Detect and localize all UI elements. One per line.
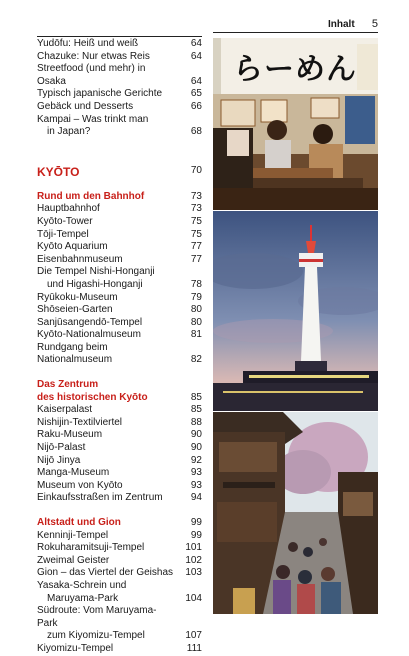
toc-subheading [37, 191, 202, 204]
toc-page-number: 64 [190, 50, 202, 62]
toc-entry-title: Typisch japanische Gerichte [37, 88, 163, 100]
toc-entry-title: Tōji-Tempel [37, 228, 89, 240]
toc-entry [37, 292, 202, 305]
toc-entry-title: Shōseien-Garten [37, 304, 113, 316]
table-of-contents [37, 36, 202, 656]
toc-subheading [37, 517, 202, 530]
toc-entry-title-continued: in Japan? [47, 126, 91, 138]
toc-entry-title: Sanjūsangendō-Tempel [37, 316, 143, 328]
toc-entry [37, 317, 202, 330]
toc-entry [37, 241, 202, 254]
toc-entry [37, 492, 202, 505]
toc-entry-title: Einkaufsstraßen im Zentrum [37, 492, 163, 504]
toc-entry [37, 329, 202, 342]
toc-page-number: 68 [190, 126, 202, 138]
toc-page-number: 73 [190, 203, 202, 215]
toc-entry-title-continued: zum Kiyomizu-Tempel [47, 630, 145, 642]
toc-page-number: 101 [185, 542, 202, 554]
toc-page-number: 94 [190, 492, 202, 504]
toc-subheading [37, 379, 202, 404]
toc-page-number: 81 [190, 329, 202, 341]
toc-page-number: 111 [186, 642, 202, 654]
photo-kyoto-tower [213, 211, 378, 411]
toc-entry [37, 530, 202, 543]
toc-entry-title: Rokuharamitsuji-Tempel [37, 542, 145, 554]
toc-entry [37, 88, 202, 101]
toc-entry-title: Raku-Museum [37, 429, 103, 441]
toc-spacer [37, 179, 202, 191]
toc-entry [37, 101, 202, 114]
toc-page-number: 90 [190, 429, 202, 441]
toc-page-number: 66 [190, 100, 202, 112]
toc-entry [37, 266, 202, 291]
toc-entry-title-continued: Maruyama-Park [47, 592, 119, 604]
toc-entry-title: Hauptbahnhof [37, 203, 100, 215]
toc-entry-title: Yudōfu: Heiß und weiß [37, 38, 139, 49]
toc-entry-title: Kenninji-Tempel [37, 529, 109, 541]
toc-page-number: 104 [185, 592, 202, 604]
toc-entry-title: Nijō Jinya [37, 454, 81, 466]
toc-entry-title: Zweimal Geister [37, 554, 110, 566]
toc-entry [37, 51, 202, 64]
toc-top-rule [37, 36, 202, 37]
toc-entry-title: Museum von Kyōto [37, 479, 123, 491]
toc-list [37, 38, 202, 656]
toc-page-number: 93 [190, 467, 202, 479]
toc-page-number: 64 [190, 38, 202, 49]
running-header [213, 18, 378, 33]
toc-page-number: 70 [190, 164, 202, 176]
toc-page-number: 77 [190, 253, 202, 265]
toc-page-number: 107 [185, 630, 202, 642]
toc-entry [37, 63, 202, 88]
toc-entry [37, 38, 202, 51]
toc-page-number: 85 [190, 391, 202, 403]
page-number: 5 [371, 18, 378, 30]
toc-entry [37, 254, 202, 267]
toc-entry-title: Die Tempel Nishi-Honganji [37, 266, 155, 278]
toc-entry-title: Gebäck und Desserts [37, 100, 134, 112]
toc-entry [37, 114, 202, 139]
toc-entry-title: Manga-Museum [37, 467, 110, 479]
toc-page-number: 92 [190, 454, 202, 466]
toc-entry [37, 216, 202, 229]
toc-entry-title: Altstadt und Gion [37, 517, 121, 528]
toc-entry [37, 580, 202, 605]
toc-page-number: 80 [190, 316, 202, 328]
toc-page-number: 77 [190, 241, 202, 253]
toc-page-number: 73 [190, 190, 202, 202]
toc-entry [37, 605, 202, 643]
toc-page-number: 75 [190, 215, 202, 227]
photo-ramen-restaurant [213, 38, 378, 210]
toc-page-number: 64 [190, 75, 202, 87]
toc-page-number: 99 [190, 517, 202, 528]
toc-entry [37, 467, 202, 480]
toc-page-number: 82 [190, 354, 202, 366]
toc-page-number: 80 [190, 304, 202, 316]
toc-entry-title: Rund um den Bahnhof [37, 190, 145, 202]
toc-entry-title: Kiyomizu-Tempel [37, 642, 114, 654]
toc-entry-title: Ryūkoku-Museum [37, 291, 118, 303]
toc-page-number: 65 [190, 88, 202, 100]
toc-entry-title: Rundgang beim Nationalmuseum [37, 341, 113, 366]
toc-entry-title-continued: des historischen Kyōto [37, 391, 148, 403]
toc-page-number: 75 [190, 228, 202, 240]
toc-entry-title: Kyōto-Nationalmuseum [37, 329, 141, 341]
old-town-street-illustration [213, 412, 378, 614]
toc-entry-title: Kaiserpalast [37, 404, 93, 416]
toc-entry [37, 229, 202, 242]
toc-page-number: 102 [185, 554, 202, 566]
toc-entry-title: Das Zentrum [37, 379, 99, 391]
toc-entry-title: Yasaka-Schrein und [37, 579, 127, 591]
toc-entry-title: Eisenbahnmuseum [37, 253, 123, 265]
toc-page-number: 78 [190, 278, 202, 290]
toc-entry-title: Nishijin-Textilviertel [37, 416, 123, 428]
toc-entry-title: Chazuke: Nur etwas Reis [37, 50, 150, 62]
toc-entry [37, 442, 202, 455]
toc-entry [37, 342, 202, 367]
running-header-title: Inhalt [328, 19, 355, 30]
toc-page-number: 93 [190, 479, 202, 491]
toc-entry [37, 555, 202, 568]
toc-entry-title: Kampai – Was trinkt man [37, 113, 149, 125]
toc-entry [37, 304, 202, 317]
toc-entry [37, 480, 202, 493]
toc-entry [37, 404, 202, 417]
toc-spacer [37, 367, 202, 379]
toc-entry-title: Streetfood (und mehr) in Osaka [37, 63, 146, 87]
toc-entry [37, 567, 202, 580]
toc-page-number: 88 [190, 416, 202, 428]
toc-entry-title-continued: und Higashi-Honganji [47, 278, 143, 290]
toc-entry-title: Kyōto-Tower [37, 215, 93, 227]
kyoto-tower-illustration [213, 211, 378, 411]
toc-page-number: 79 [190, 291, 202, 303]
toc-spacer [37, 139, 202, 165]
toc-entry [37, 643, 202, 656]
toc-entry-title: Nijō-Palast [37, 442, 86, 454]
toc-page-number: 85 [190, 404, 202, 416]
toc-entry [37, 203, 202, 216]
toc-entry-title: Gion – das Viertel der Geishas [37, 567, 174, 579]
toc-entry [37, 455, 202, 468]
toc-entry [37, 429, 202, 442]
toc-page-number: 103 [185, 567, 202, 579]
toc-page-number: 99 [190, 529, 202, 541]
toc-chapter [37, 165, 202, 179]
toc-entry-title: Südroute: Vom Maruyama-Park [37, 605, 157, 629]
toc-entry-title: KYŌTO [37, 164, 80, 179]
toc-entry [37, 417, 202, 430]
toc-entry-title: Kyōto Aquarium [37, 241, 108, 253]
toc-entry [37, 542, 202, 555]
toc-page-number: 90 [190, 442, 202, 454]
ramen-sign-lettering: らーめん [233, 52, 357, 87]
toc-spacer [37, 505, 202, 517]
photo-old-town-street [213, 412, 378, 614]
